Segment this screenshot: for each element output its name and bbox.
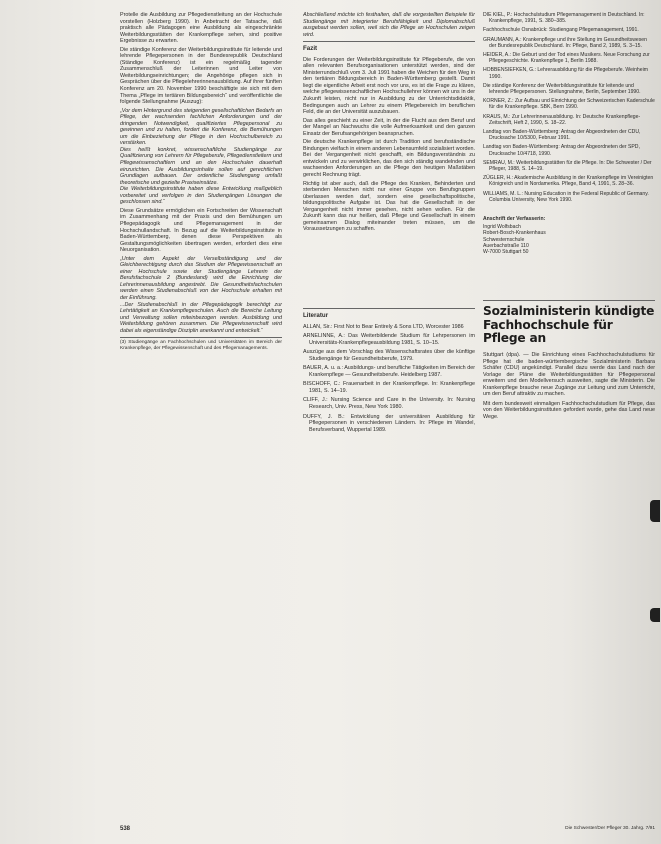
literature-entry: DUFFY, J. B.: Entwicklung der universitären Ausbildung für Pflegepersonen in verschiedenen Ländern. In: Pflege im Wandel, Berufsverband, Wuppertal 1989. bbox=[303, 413, 475, 433]
section-divider bbox=[303, 308, 475, 309]
reference-entry: Fachhochschule Osnabrück: Studiengang Pflegemanagement, 1991. bbox=[483, 27, 639, 34]
reference-entry: KORNER, Z.: Zur Aufbau und Einrichtung der Schweizerischen Kaderschule für die Krankenpflege. SBK, Bern 1990. bbox=[483, 98, 655, 111]
reference-entry: ZÜGLER, H.: Akademische Ausbildung in der Krankenpflege im Vereinigten Königreich und in Nordamerika. Pflege, Band 4, 1991, S. 28–36. bbox=[483, 175, 654, 188]
reference-entry: WILLIAMS, M. L.: Nursing Education in the Federal Republic of Germany. Columbia University, New York 1990. bbox=[483, 190, 649, 203]
page-number: 538 bbox=[120, 826, 131, 832]
section-divider bbox=[303, 41, 475, 42]
author-line: Robert-Bosch-Krankenhaus bbox=[483, 230, 546, 237]
author-address bbox=[483, 224, 655, 255]
author-line: Ingrid Wolfsbach bbox=[483, 224, 521, 231]
footnote: (3) Studiengänge an Fachhochschulen und Universitäten im Bereich der Krankenpflege, der Pflegewissenschaft und des Pflegemanagements. bbox=[120, 340, 282, 351]
spacer bbox=[483, 255, 655, 297]
author-line: W-7000 Stuttgart 50 bbox=[483, 249, 529, 256]
news-paragraph: Mit dem bundesweit einmaligen Fachhochschulstudium für Pflege, das von den Weiterbildungsinstituten gefordert wurde, gehe das Land neue Wege. bbox=[483, 400, 655, 420]
reference-entry: GRAUMANN, A.: Krankenpflege und ihre Stellung im Gesundheitswesen der Bundesrepublik Deutschland. In: Pflege, Band 2, 1989, S. 3–15. bbox=[483, 36, 647, 49]
reference-entry: Die ständige Konferenz der Weiterbildungsinstitute für leitende und lehrende Pflegepersonen. Stellungnahme, Berlin, September 1990. bbox=[483, 82, 641, 96]
literature-entry: BISCHOFF, C.: Frauenarbeit in der Krankenpflege. In: Krankenpflege 1981, S. 14–19. bbox=[303, 381, 475, 394]
news-divider bbox=[483, 300, 655, 301]
reference-list bbox=[483, 12, 655, 203]
footnote-divider bbox=[120, 337, 282, 338]
body-paragraph: Die ständige Konferenz der Weiterbildungsinstitute für leitende und lehrende Pflegepersonen in der Bundesrepublik Deutschland (Ständige Konferenz) ist ein regelmäßig tagender Zusammenschluß der Leiterinnen und Leiter von Weiterbildungseinrichtungen; die Angehörige pflegen sich in Gesprächen über die Pflegelehrerinnenausbildung. Auf ihrer fünften Konferenz am 20. November 1990 beschäftigte sie sich mit dem Thema „Pflege im tertiären Bildungsbereich“ und veröffentlichte die folgende Stellungnahme (Auszug): bbox=[120, 46, 282, 106]
middle-column bbox=[303, 12, 475, 824]
literature-entry: Auszüge aus dem Vorschlag des Wissenschaftsrates über die künftige Studiengänge für Gesundheitsberufe, 1979. bbox=[303, 349, 475, 362]
body-paragraph: Die deutsche Krankenpflege ist durch Tradition und berufsständische Bindungen vielfach in einem anderen Lebensumfeld sozialisiert worden. Bei der Vergangenheit nicht geschafft, ein Bildungsverständnis zu entwickeln und zu verwirklichen, das den sich ständig wandelnden und wachsenden Anforderungen an die Pflege den heutigen Maßstäben gerecht Rechnung trägt. bbox=[303, 139, 475, 179]
intro-paragraph: Abschließend möchte ich festhalten, daß die vorgestellten Beispiele für Studiengänge mit integrierter Berufsfähigkeit und Diplomabschluß ausgebaut werden sollen, weil sich die Pflege an Hochschulen zeigen wird. bbox=[303, 12, 475, 38]
literature-entry: ALLAN, Sir.: First Not to Bear Entirely & Sons LTD, Worcester 1986 bbox=[303, 323, 464, 330]
spacer bbox=[303, 235, 475, 305]
reference-entry: HEIDER, A.: Die Geburt und der Tod eines Musikers. Neue Forschung zur Pflegegeschichte. Krankenpflege 1, Berlin 1988. bbox=[483, 52, 650, 65]
body-paragraph: Protelle die Ausbildung zur Pflegedienstleitung an der Hochschule vorstellen (Holzberg 1990). In Anbetracht der Tatsache, daß praktisch alle Pädagogen eine Ausbildung als eingeschränkte Weiterbildungsstätten der Krankenpflege sehen, sind positive Ergebnisse zu erwarten. bbox=[120, 12, 282, 45]
section-heading-fazit: Fazit bbox=[303, 45, 318, 53]
author-line: Auerbachstraße 110 bbox=[483, 242, 529, 249]
news-paragraph: Stuttgart (dpa). — Die Einrichtung eines Fachhochschulstudiums für Pflege hat die baden-württembergische Sozialministerin Barbara Schäfer (CDU) angekündigt. Parallel dazu werde das Land nach der Vorlage der Pläne die Weiterbildungsstätten für Pflegepersonal erweitern und den Modellversuch ausweiten, sagte die Ministerin. Die Krankenpflege brauche neue Zugänge zur Leitung und zum Unterricht, um den Beruf attraktiv zu machen. bbox=[483, 352, 655, 398]
body-paragraph: Diese Grundsätze ermöglichen ein Fortschreiten der Wissenschaft im Zusammenhang mit der Praxis und den Bemühungen um Pflegepädagogik und Pflegemanagement in der Hochschullandschaft. In Bezug auf die Weiterbildungsinstitute in Baden-Württemberg, denen diese Perspektiven als Gestaltungsmöglichkeiten übertragen werden, erfordert dies eine Neuorganisation. bbox=[120, 207, 282, 254]
reference-entry: Landtag von Baden-Württemberg: Antrag der Abgeordneten der CDU, Drucksache 10/5300, Februar 1991. bbox=[483, 129, 641, 142]
reference-entry: KRAUS, M.: Zur Lehrerinnenausbildung. In: Deutsche Krankenpflege-Zeitschrift, Heft 2, 1990, S. 18–22. bbox=[483, 113, 641, 126]
quote-block: „Vor dem Hintergrund des steigenden gesellschaftlichen Bedarfs an Pflege, der wachsenden fachlichen Anforderungen und der dringenden Notwendigkeit, qualifiziertes Pflegepersonal zu gewinnen und zu halten, fordert die Konferenz, die Bemühungen um die Einbeziehung der Pflege in den Hochschulbereich zu verstärken. Dies heißt konkret, wissenschaftliche Studiengänge zur Qualifizierung von Lehrern für Pflegeberufe, Pflegedienstleitern und Pflegewissenschaftlern und an den Hochschulen dauerhaft einzurichten. Die Ausbildungsinhalte sollen auf gerechtlichen Grundlagen aufbauen. Der ordentliche Studiengang umfaßt theoretische und gezielte Praxiseinsätze. Die Weiterbildungsinstitute haben diese Entwicklung maßgeblich vorbereitet und verfolgen in den Studiengängen Lösungen die geschlossen sind.“ bbox=[120, 107, 282, 206]
section-heading-literature: Literatur bbox=[303, 311, 329, 319]
journal-footer: Die Schwester/Der Pfleger 30. Jahrg. 7/91 bbox=[565, 826, 655, 831]
author-address-label: Anschrift der Verfasserin: bbox=[483, 216, 546, 223]
body-paragraph: Richtig ist aber auch, daß die Pflege des Kranken, Behinderten und sterbenden Menschen nicht nur einer Gruppe von Berufsgruppen überlassen werden darf, sondern eine gesellschaftspolitische, bildungspolitische Aufgabe ist. Das hat die Gesellschaft in der Vergangenheit nicht immer gesehen, nicht sehen wollen. Für die Zukunft kann das nur heißen, daß Pflege und Gesellschaft in einem gemeinsamen Dialog miteinander treten müssen, um die Voraussetzungen zu schaffen. bbox=[303, 180, 475, 233]
literature-entry: ARNELINNE, A.: Das Weiterbildende Studium für Lehrpersonen im Universitäts-Krankenpflegeausbildung 1981, S. 10–15. bbox=[303, 333, 475, 346]
literature-entry: BAUER, A. u. a.: Ausbildungs- und berufliche Tätigkeiten im Bereich der Krankenpflege — Gesundheitsberufe. Heidelberg 1987. bbox=[303, 365, 475, 378]
right-column bbox=[483, 12, 655, 824]
page-edge-mark bbox=[650, 500, 660, 522]
quote-block: „Unter dem Aspekt der Verselbständigung und der Gleichberechtigung durch das Studium der Pflegewissenschaft an einer Hochschule sowie der Studiengänge Lehrerin der Berufsfachschule 2 (Bundesland) wird die Einrichtung der Lehrerinnenausbildung angestrebt. Die Gesundheitsfachschulen werden einen Studienabschluß von der Hochschule erhalten mit der Einführung. ...Der Studienabschluß in der Pflegepädagogik berechtigt zur Lehrtätigkeit an Krankenpflegeschulen. Auch die Bereiche Leitung und Verwaltung sollen miteinbezogen werden. Ausbildung und Weiterbildung gehören zusammen. Die Pflegewissenschaft wird dabei als eigenständige Disziplin anerkannt und entwickelt.“ bbox=[120, 255, 282, 334]
left-column bbox=[120, 12, 282, 820]
literature-list bbox=[303, 324, 475, 434]
reference-entry: Landtag von Baden-Württemberg: Antrag der Abgeordneten der SPD, Drucksache 10/4718, 1990. bbox=[483, 144, 640, 157]
news-headline: Sozialministerin kündigte Fachhochschule für Pflege an bbox=[483, 304, 655, 346]
author-line: Schwesternschule bbox=[483, 236, 525, 243]
literature-entry: CLIFF, J.: Nursing Science and Care in the University. In: Nursing Research, Univ. Press, New York 1980. bbox=[303, 397, 475, 410]
body-paragraph: Die Forderungen der Weiterbildungsinstitute für Pflegeberufe, die von allen relevanten Berufsorganisationen unterstützt werden, sind der Ministerrundschluß vom 3. Juli 1991 haben die Weichen für den Weg in den tertiären Bildungsbereich in Baden-Württemberg gestellt. Damit liegt die eigentliche Arbeit erst noch vor uns, es ist die Frage zu klären, welche pflegewissenschaftlichen Hochschullehrer können wir uns in der Zukunft leisten, nicht nur in Ausbildung zu der Unterrichtsdidaktik, Bedingungen auch an Lehrer zu einem Pflegebereich im beruflichen Feld, die an der Universität auszubauen. bbox=[303, 56, 475, 116]
reference-entry: HOBBENSIEFKEN, G.: Lehrerausbildung für die Pflegeberufe. Weinheim 1990. bbox=[483, 67, 648, 80]
body-paragraph: Das alles geschieht zu einer Zeit, in der die Flucht aus dem Beruf und der Mangel an Nachwuchs die volle Aufmerksamkeit und den ganzen Einsatz der Berufsangehörigen beanspruchen. bbox=[303, 117, 475, 137]
page-edge-mark bbox=[650, 608, 660, 622]
reference-entry: SEMRAU, M.: Weiterbildungsstätten für die Pflege. In: Die Schwester / Der Pfleger, 1988, S. 14–19. bbox=[483, 159, 652, 173]
reference-entry: DIE KIEL, P.: Hochschulstudium Pflegemanagement in Deutschland. In: Krankenpflege, 1991, S. 380–385. bbox=[483, 12, 645, 25]
spacer bbox=[483, 206, 655, 216]
